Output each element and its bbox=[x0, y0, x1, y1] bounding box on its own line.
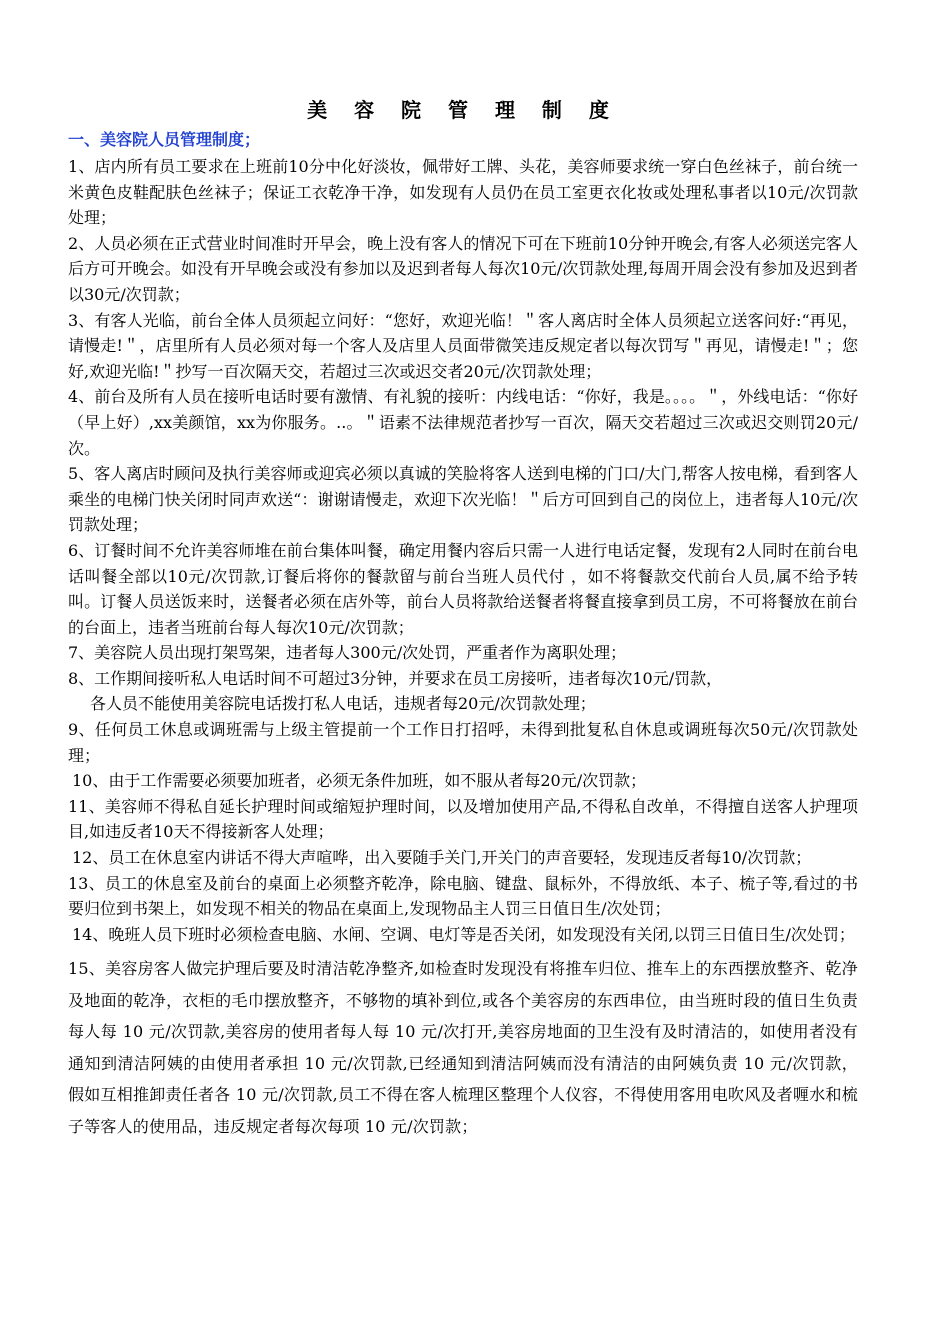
rule-item-14: 14、晚班人员下班时必须检查电脑、水闸、空调、电灯等是否关闭，如发现没有关闭,以罚三日值日生/次处罚； bbox=[72, 924, 855, 944]
rule-item-1: 1、店内所有员工要求在上班前10分中化好淡妆，佩带好工牌、头花，美容师要求统一穿白色丝袜子，前台统一米黄色皮鞋配肤色丝袜子；保证工衣乾净干净，如发现有人员仍在员工室更衣化妆或处理私事者以10元/次罚款处理； bbox=[68, 157, 858, 228]
rule-item-11: 11、美容师不得私自延长护理时间或缩短护理时间，以及增加使用产品,不得私自改单，不得擅自送客人护理项目,如违反者10天不得接新客人处理； bbox=[68, 796, 858, 842]
rule-item-5: 5、客人离店时顾问及执行美容师或迎宾必须以真诚的笑脸将客人送到电梯的门口/大门,帮客人按电梯，看到客人乘坐的电梯门快关闭时同声欢送“：谢谢请慢走，欢迎下次光临！＂后方可回到自己的岗位上，违者每人10元/次罚款处理； bbox=[68, 464, 858, 535]
document-page bbox=[68, 96, 858, 1142]
document-title: 美 容 院 管 理 制 度 bbox=[307, 98, 619, 122]
rule-item-15: 15、美容房客人做完护理后要及时清洁乾净整齐,如检查时发现没有将推车归位、推车上的东西摆放整齐、乾净及地面的乾净，衣柜的毛巾摆放整齐，不够物的填补到位,或各个美容房的东西串位，由当班时段的值日生负责每人每 10 元/次罚款,美容房的使用者每人每 10 元/次打开,美容房地面的卫生没有及时清洁的，如使用者没有通知到清洁阿姨的由使用者承担 10 元/次罚款,已经通知到清洁阿姨而没有清洁的由阿姨负责 10 元/次罚款，假如互相推卸责任者各 10 元/次罚款,员工不得在客人梳理区整理个人仪容，不得使用客用电吹风及者喱水和梳子等客人的使用品，违反规定者每次每项 10 元/次罚款； bbox=[68, 959, 858, 1136]
rule-item-9: 9、任何员工休息或调班需与上级主管提前一个工作日打招呼，未得到批复私自休息或调班每次50元/次罚款处理； bbox=[68, 720, 858, 765]
rule-item-8-line-1: 8、工作期间接听私人电话时间不可超过3分钟，并要求在员工房接听，违者每次10元/罚款， bbox=[68, 668, 723, 688]
rule-item-8 bbox=[68, 666, 858, 717]
section-heading: 一、美容院人员管理制度； bbox=[68, 130, 261, 149]
rule-item-10: 10、由于工作需要必须要加班者，必须无条件加班，如不服从者每20元/次罚款； bbox=[72, 771, 647, 791]
rule-item-12: 12、员工在休息室内讲话不得大声喧哗，出入要随手关门,开关门的声音要轻，发现违反者每10/次罚款； bbox=[72, 848, 812, 868]
rule-item-13: 13、员工的休息室及前台的桌面上必须整齐乾净，除电脑、键盘、鼠标外，不得放纸、本子、梳子等,看过的书要归位到书架上，如发现不相关的物品在桌面上,发现物品主人罚三日值日生/次处罚； bbox=[68, 873, 858, 919]
rule-item-8-line-2: 各人员不能使用美容院电话拨打私人电话，违规者每20元/次罚款处理； bbox=[90, 694, 596, 714]
rule-item-4: 4、前台及所有人员在接听电话时要有激情、有礼貌的接听：内线电话：“你好，我是。。。。＂，外线电话：“你好（早上好）,xx美颜馆，xx为你服务。..。＂语素不法律规范者抄写一百次，隔天交若超过三次或迟交则罚20元/次。 bbox=[68, 387, 858, 458]
rule-item-7: 7、美容院人员出现打架骂架，违者每人300元/次处罚，严重者作为离职处理； bbox=[68, 643, 627, 663]
rule-item-2: 2、人员必须在正式营业时间准时开早会，晚上没有客人的情况下可在下班前10分钟开晚会,有客人必须送完客人后方可开晚会。如没有开早晚会或没有参加以及迟到者每人每次10元/次罚款处理,每周开周会没有参加及迟到者以30元/次罚款； bbox=[68, 233, 858, 304]
rule-item-6: 6、订餐时间不允许美容师堆在前台集体叫餐，确定用餐内容后只需一人进行电话定餐，发现有2人同时在前台电话叫餐全部以10元/次罚款,订餐后将你的餐款留与前台当班人员代付 ，如不将餐款交代前台人员,属不给予转叫。订餐人员送饭来时，送餐者必须在店外等，前台人员将款给送餐者将餐直接拿到员工房，不可将餐放在前台的台面上，违者当班前台每人每次10元/次罚款； bbox=[68, 540, 858, 637]
rule-item-3: 3、有客人光临，前台全体人员须起立问好：“您好，欢迎光临！＂客人离店时全体人员须起立送客问好:“再见，请慢走!＂，店里所有人员必须对每一个客人及店里人员面带微笑违反规定者以每次罚写＂再见，请慢走!＂；您好,欢迎光临!＂抄写一百次隔天交，若超过三次或迟交者20元/次罚款处理； bbox=[68, 310, 858, 381]
